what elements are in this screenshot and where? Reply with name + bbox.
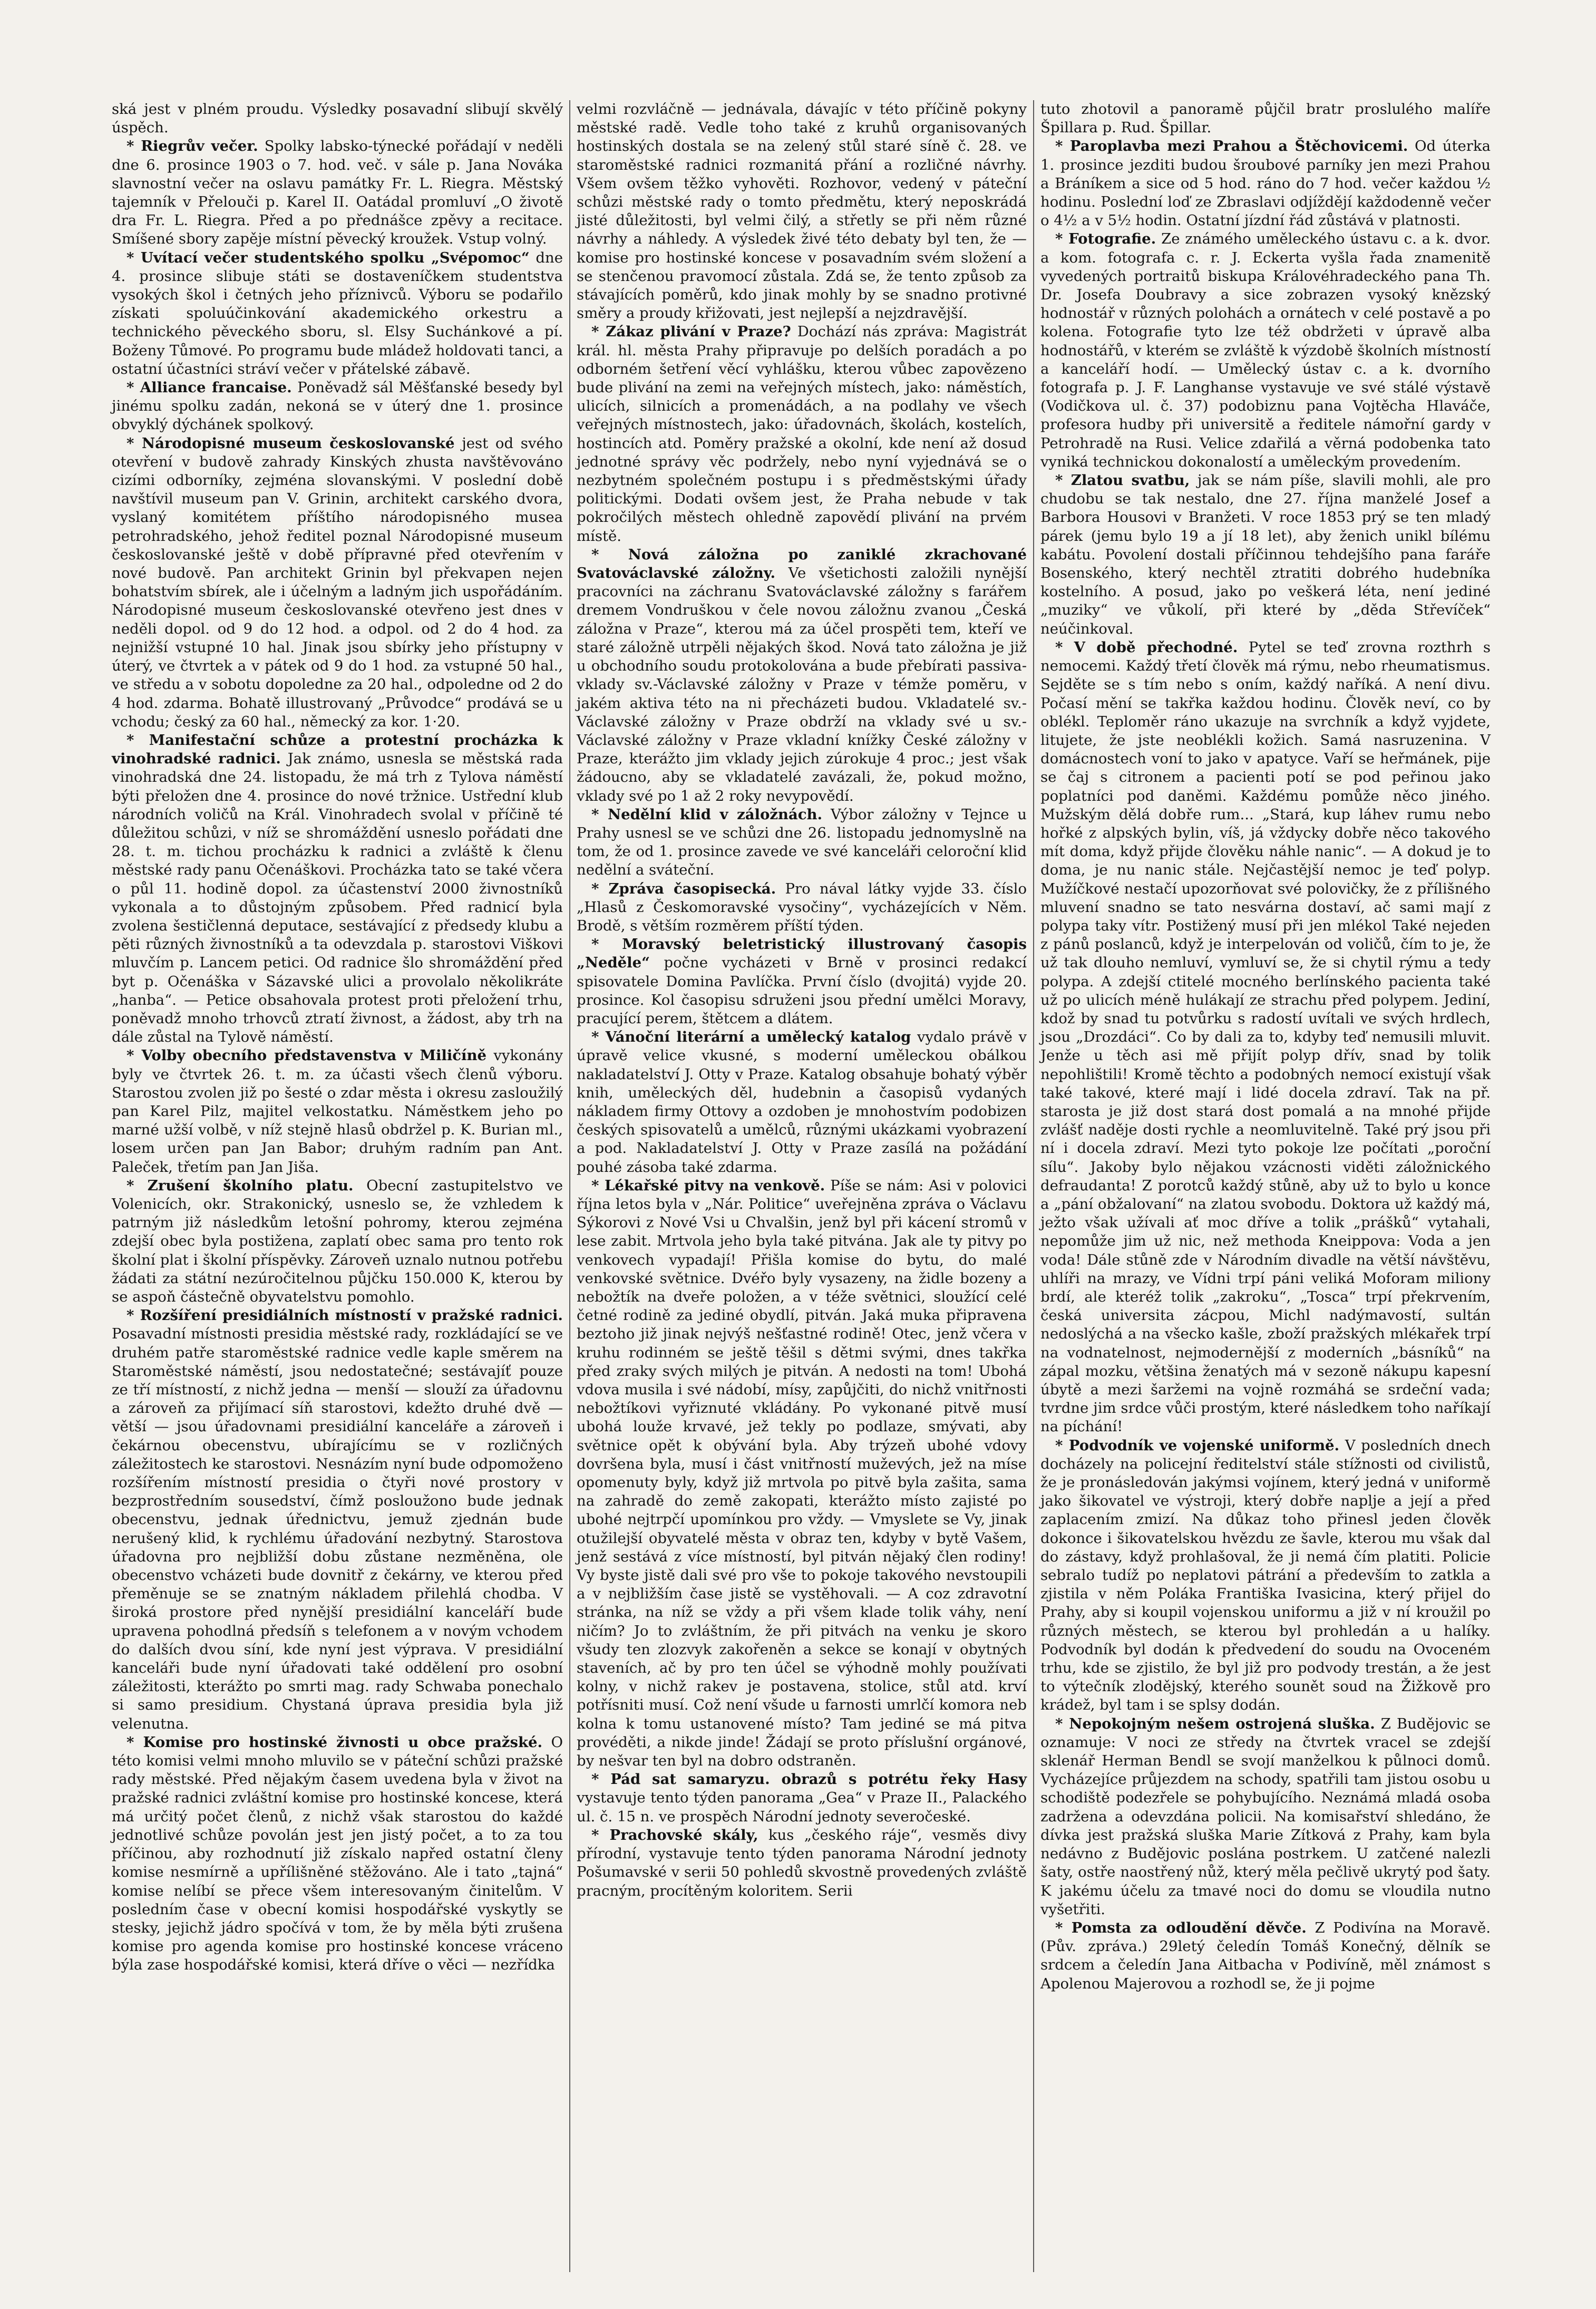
news-item-text: Z Podivína na Moravě. (Pův. zpráva.) 29letý čeledín Tomáš Konečný, dělník se srdcem a čeledín Jana Aitbacha v Podivíně, měl známost s Apolenou Majerovou a rozhodl se, že ji pojme (1040, 1919, 1491, 1992)
news-item-heading: * Nepokojným nešem ostrojená sluška. (1055, 1715, 1375, 1732)
news-item-heading: * Podvodník ve vojenské uniformě. (1055, 1437, 1340, 1454)
news-item (112, 137, 563, 248)
news-item-text: Ve všetichosti založili nynější pracovníci na záchranu Svatováclavské záložny s farářem dremem Vondruškou v čele novou záložnu zvanou „Česká záložna v Praze“, kterou má za účel prospěti tem, kteří ve staré záložně utrpěli nějakých škod. Nová tato záložna je již u obchodního soudu protokolována a bude přebírati passiva-vklady sv.-Václavské záložny v Praze v témže poměru, v jakém aktiva této na ni přecházeti budou. Vkladatelé sv.-Václavské záložny v Praze obdrží na vklady své u sv.-Václavské záložny v Praze vkladní knížky České záložny v Praze, kterážto jim vklady jejich zúrokuje 4 proc.; jest však žádoucno, aby se vkladatelé zavázali, že, pokud možno, vklady své po 1 až 2 roky nevypovědí. (577, 565, 1027, 804)
news-item-text: jak se nám píše, slavili mohli, ale pro chudobu se tak nestalo, dne 27. října manželé Josef a Barbora Housovi v Branžeti. V roce 1853 prý se ten mladý párek (jemu bylo 19 a jí 18 let), aby ženich unikl bílému kabátu. Povolení dostali příčinnou tehdejšího pana faráře Bosenského, který nechtěl ztratiti dobrého hudebníka kostelního. A posud, jako po veškerá léta, není jediné „muziky“ ve vůkolí, při které by „děda Střevíček“ neúčinkoval. (1040, 472, 1491, 637)
news-item-text: Poněvadž sál Měšťanské besedy byl jinému spolku zadán, nekoná se v úterý dne 1. prosince obvyklý dýchánek spolkový. (112, 379, 563, 433)
column-middle (569, 100, 1033, 2272)
news-item (577, 806, 1027, 880)
news-item (577, 323, 1027, 545)
news-item-heading: * Uvítací večer studentského spolku „Svépomoc“ (126, 249, 530, 266)
news-item (112, 1306, 563, 1733)
news-item-heading: * Volby obecního představenstva v Miličíně (126, 1047, 486, 1064)
news-item-heading: * Manifestační schůze a protestní procházka k vinohradské radnici. (112, 731, 563, 768)
news-item-text: počne vycházeti v Brně v prosinci redakcí spisovatele Domina Pavlíčka. První číslo (dvojitá) vyjde 20. prosince. Kol časopisu sdruženi jsou přední umělci Moravy, pracující perem, štětcem a dlátem. (577, 954, 1027, 1027)
news-item (112, 731, 563, 1046)
news-item-text: Od úterka 1. prosince jezditi budou šroubové parníky jen mezi Prahou a Bráníkem a sice od 5 hod. ráno do 7 hod. večer každou ½ hodinu. Poslední loď ze Zbraslavi odjíždějí každodenně večer o 4½ a v 5½ hodin. Ostatní jízdní řád zůstává v platnosti. (1040, 138, 1491, 229)
news-item (577, 1826, 1027, 1900)
news-item-text: Posavadní místnosti presidia městské rady, rozkládající se ve druhém patře staroměstské radnice vedle kaple směrem na Staroměstské náměstí, jsou nedostatečné; sestávajíť pouze ze tří místností, z nichž jedna — menší — slouží za úřadovnu a zároveň za přijímací síň starostovi, kdežto druhé dvě — větší — jsou úřadovnami presidiální kanceláře a zároveň i čekárnou obecenstvu, ubírajícímu se v rozličných záležitostech ke starostovi. Nesnázím nyní bude odpomoženo rozšířením místností presidia o čtyři nové prostory v bezprostředním sousedství, čímž posloužono bude jednak obecenstvu, jednak úřednictvu, jemuž zjednán bude nerušený klid, k rychlému úřadování nezbytný. Starostova úřadovna pro nejbližší dobu zůstane nezměněna, ole obecenstvo vcházeti bude dovnitř z čekárny, ve kterou před přeměnuje se se znatným nákladem přilehlá chodba. V široká prostore před nynější presidiální kanceláří bude upravena pohodlná předsíň s telefonem a v novým vchodem do dalších dvou síní, kde nyní jest výprava. V presidiální kanceláři bude nyní úřadovati také oddělení pro osobní záležitosti, kterážto po smrti mag. rady Schwaba ponechalo si samo presidium. Chystaná úprava presidia byla již velenutna. (112, 1325, 563, 1732)
news-item (112, 1046, 563, 1176)
news-item (577, 1177, 1027, 1771)
news-item (1040, 1437, 1491, 1715)
news-item-heading: * Pád sat samaryzu. obrazů s potrétu řeky Hasy (591, 1771, 1027, 1788)
news-item-text: dne 4. prosince slibuje státi se dostaveníčkem studentstva vysokých škol i četných jeho příznivců. Výboru se podařilo získati spoluúčinkování akademického orkestru a technického pěveckého sboru, sl. Elsy Suchánkové a pí. Boženy Tůmové. Po programu bude mládež holdovati tanci, a ostatní účastníci stráví večer v přátelské zábavě. (112, 249, 563, 377)
news-item-text: Obecní zastupitelstvo ve Volenicích, okr. Strakonický, usneslo se, že vzhledem k patrným již následkům letošní pohromy, kterou zejména zdejší obec byla postižena, zaplatí obec sama pro tento rok školní plat i školní příspěvky. Zároveň uznalo nutnou potřebu žádati za státní nezúročitelnou půjčku 150.000 K, kterou by se aspoň částečně obyvatelstvu pomohlo. (112, 1177, 563, 1305)
news-item-heading: * Zlatou svatbu, (1055, 472, 1190, 489)
news-item-text: Dochází nás zpráva: Magistrát král. hl. města Prahy připravuje po delších poradách a po odborném šetření věcí vyhlášku, kterou vůbec zapovězeno bude plivání na zemi na veřejných místech, jako: náměstích, ulicích, silnicích a promenádách, a na podlahy ve všech veřejných místnostech, jako: úřadovnách, školách, kostelích, hostincích atd. Poměry pražské a okolní, kde není až dosud jednotné správy věc podržely, nebo nyní vyjednává se o nezbytném společném postupu i s předměstskými úřady politickými. Dodati ovšem jest, že Praha nebude v tak pokročilých městech ohledně zapovědí plivání na prvém místě. (577, 323, 1027, 545)
news-item-text: O této komisi velmi mnoho mluvilo se v páteční schůzi pražské rady městské. Před nějakým časem uvedena byla v život na pražské radnici zvláštní komise pro hostinské koncese, která má určitý počet členů, z nichž však starostou do každé jednotlivé schůze povolán jest jen jistý počet, a to za tou příčinou, aby rozhodnutí již získalo napřed ostatní členy komise nesmírně a upřílišněné stěžováno. Ale i tato „tajná“ komise nelíbí se přece všem interesovaným činitelům. V posledním čase v obecní komisi hospodářské vyskytly se stesky, jejichž jádro spočívá v tom, že by měla býti zrušena komise pro agenda komise pro hostinské koncese vráceno býla zase hospodářské komisi, která dříve o věci — nezřídka (112, 1733, 563, 1974)
news-item (112, 379, 563, 434)
news-item (1040, 230, 1491, 471)
news-item (577, 1770, 1027, 1826)
column-left (105, 100, 569, 2272)
news-item (577, 1028, 1027, 1177)
news-item-heading: * Nedělní klid v záložnách. (591, 806, 823, 823)
news-item-heading: * Pomsta za odloudění děvče. (1055, 1919, 1307, 1936)
news-item-text: Spolky labsko-týnecké pořádají v neděli dne 6. prosince 1903 o 7. hod. več. v sále p. Jana Nováka slavnostní večer na oslavu památky Fr. L. Riegra. Městský tajemník v Přelouči p. Karel II. Oatádal promluví „O životě dra Fr. L. Riegra. Před a po přednášce zpěvy a recitace. Smíšené sbory zapěje místní pěvecký kroužek. Vstup volný. (112, 138, 563, 248)
news-item-text: vydalo právě v úpravě velice vkusné, s moderní uměleckou obálkou nakladatelství J. Otty v Praze. Katalog obsahuje bohatý výběr knih, uměleckých děl, hudebnin a časopisů vydaných nákladem firmy Ottovy a ozdoben je mnohostvím podobizen českých spisovatelů a umělců, různými ukázkami vyobrazení a pod. Nakladatelství J. Otty v Praze zasílá na požádání pouhé zásoba také zdarma. (577, 1029, 1027, 1176)
news-item-text: Píše se nám: Asi v polovici října letos byla v „Nár. Politice“ uveřejněna zpráva o Václavu Sýkorovi z Nové Vsi u Chvalšin, jenž byl při kácení stromů v lese zabit. Mrtvola jeho byla také pitvána. Jak ale ty pitvy po venkovech vypadají! Přišla komise do bytu, do malé venkovské světnice. Dvéřo byly vysazeny, na židle bozeny a nebožtík na dveře položen, a v téže světnici, sloužící celé četné rodině za jediné obydlí, pitván. Jaká muka připravena beztoho již jinak nejvýš nešťastné rodině! Otec, jenž včera v kruhu rodinném se ještě těšil s dětmi svými, dnes takřka před zraky svých milých je pitván. A nedosti na tom! Ubohá vdova musila i své nádobí, mísy, zapůjčiti, do nichž vnitřnosti nebožtíkovi vyřiznuté vkládány. Po vykonané pitvě musí ubohá louže krvavé, jež tekly po podlaze, smývati, aby světnice opět k obývání byla. Aby trýzeň ubohé vdovy dovršena byla, musí i část vnitřností muževých, jež na míse opomenuty byly, když již mrtvola po pitvě byla zašita, sama na zahradě do země zakopati, kterážto místo zajisté po ubohé nejtrpčí upomínkou pro vždy. — Vmyslete se Vy, jinak otužilejší obyvatelé města v obraz ten, kdyby v bytě Vašem, jenž sestává z více místností, byl pitván nějaký člen rodiny! Vy byste jistě dali své pro vše to pokoje takového nevstoupili a v nejbližším čase jistě se vystěhovali. — A coz zdravotní stránka, na níž se vždy a při všem klade tolik váhy, není ničím? Jo to zvláštním, že při pitvách na venku je skoro všudy ten zlozvyk zakořeněn a sekce se konají v obytných staveních, ač by pro ten účel se výhodně mohly používati kolny, v nichž rakev je postavena, stolice, stůl atd. krví potřísniti musí. Což není všude u farnosti umrlčí komora neb kolna k tomu ustanovené místo? Tam jediné se má pitva provéděti, a nikde jinde! Žádají se proto příslušní orgánové, by nešvar ten byl na dobro odstraněn. (577, 1177, 1027, 1770)
news-item (112, 434, 563, 731)
news-item-heading: * Komise pro hostinské živnosti u obce pražské. (126, 1733, 543, 1751)
news-item-heading: * Alliance francaise. (126, 379, 292, 396)
news-item-heading: * Rozšíření presidiálních místností v pražské radnici. (126, 1307, 563, 1324)
news-item (112, 1733, 563, 1975)
news-item-text: jest od svého otevření v budově zahrady Kinských zhusta navštěvováno cizími odborníky, zejména slovanskými. V poslední době navštívil museum pan V. Grinin, architekt carského dvora, vyslaný komitétem příštího národopisného musea petrohradského, jehož ředitel poznal Národopisné museum českoslovanské ještě v době přípravné před otevřením v nové budově. Pan architekt Grinin byl překvapen nejen bohatstvím sbírek, ale i účelným a ladným jich uspořádáním. Národopisné museum českoslovanské otevřeno jest dnes v neděli dopol. od 9 do 12 hod. a odpol. od 2 do 4 hod. za nejnižší vstupné 10 hal. Jinak jsou sbírky jeho přístupny v úterý, ve čtvrtek a v pátek od 9 do 1 hod. za vstupné 50 hal., ve středu a v sobotu dopoledne za 20 hal., odpoledne od 2 do 4 hod. zdarma. Bohatě illustrovaný „Průvodce“ prodává se u vchodu; český za 60 hal., německý za kor. 1·20. (112, 434, 563, 730)
news-item (1040, 1715, 1491, 1919)
news-item-heading: * Lékařské pitvy na venkově. (591, 1177, 825, 1194)
column-right (1033, 100, 1497, 2272)
news-item (577, 880, 1027, 936)
news-item (1040, 1919, 1491, 1993)
news-item-text: Pro nával látky vyjde 33. číslo „Hlasů z Českomoravské vysočiny“, vycházejících v Něm. Brodě, s větším rozměrem příští týden. (577, 880, 1027, 934)
news-item-text: Z Budějovic se oznamuje: V noci ze středy na čtvrtek vracel se zdejší sklenář Herman Bendl se svojí manželkou k půlnoci domů. Vycházejíce průjezdem na schody, spatřili tam jistou osobu u schodiště podezřele se pohybujícího. Neznámá mladá osoba zadržena a odevzdána policii. Na komisařství shledáno, že dívka jest pražská sluška Marie Zítková z Prahy, kam byla nedávno z Budějovic poslána postrkem. U zatčené nalezli šaty, ostře naostřený nůž, který měla pečlivě ukrytý pod šaty. K jakému účelu za tmavé noci do domu se vloudila nutno vyšetřiti. (1040, 1715, 1491, 1918)
news-item-heading: * Prachovské skály, (591, 1826, 758, 1844)
news-item (112, 1177, 563, 1306)
news-item (1040, 137, 1491, 230)
news-item-text: kus „českého ráje“, vesměs divy přírodní, vystavuje tento týden panorama Národní jednoty Pošumavské v serii 50 pohledů skvostně provedených zvláště pracným, procítěným koloritem. Serii (577, 1826, 1027, 1899)
news-item (577, 546, 1027, 806)
news-item (112, 249, 563, 379)
news-item-heading: * Nová záložna po zaniklé zkrachované Svatováclavské záložny. (577, 546, 1027, 582)
news-item-text: vykonány byly ve čtvrtek 26. t. m. za účasti všech členů výboru. Starostou zvolen již po šesté o zdar města i okresu zasloužilý pan Karel Pilz, majitel velkostatku. Náměstkem jeho po marné užší volbě, v níž stejně hlasů obdržel p. K. Burian ml., losem určen pan Jan Babor; druhým radním pan Ant. Paleček, třetím pan Jan Jiša. (112, 1047, 563, 1176)
news-item-heading: * Moravský beletristický illustrovaný časopis „Neděle“ (577, 936, 1027, 972)
news-item-text: Ze známého uměleckého ústavu c. a k. dvor. a kom. fotografa c. r. J. Eckerta vyšla řada znamenitě vyvedených portraitů biskupa Královéhradeckého pana Th. Dr. Josefa Doubravy a sice zobrazen vysoký knězský hodnostář v různých polohách a ornátech v celé postavě a po kolena. Fotografie tyto lze též obdržeti v úpravě alba hodnostářů, v kterém se zvláště k výzdobě školních místností a kanceláří hodí. — Umělecký ústav c. a k. dvorního fotografa p. J. F. Langhanse vystavuje ve své stálé výstavě (Vodičkova ul. č. 37) podobiznu pana Vojtěcha Hlaváče, profesora hudby při universitě a ředitele námořní gardy v Petrohradě na Rusi. Velice zdařilá a věrná podobenka tato vyniká technickou dokonalostí a uměleckým provedením. (1040, 230, 1491, 470)
news-item-text: ská jest v plném proudu. Výsledky posavadní slibují skvělý úspěch. (112, 101, 563, 137)
news-item-text: vystavuje tento týden panorama „Gea“ v Praze II., Palackého ul. č. 15 n. ve prospěch Národní jednoty severočeské. (577, 1789, 1027, 1825)
news-item-heading: * Vánoční literární a umělecký katalog (591, 1029, 911, 1046)
news-item-heading: * Národopisné museum českoslovanské (126, 434, 455, 452)
news-item (1040, 638, 1491, 1437)
news-item-text: tuto zhotovil a panoramě půjčil bratr proslulého malíře Špillara p. Rud. Špillar. (1040, 101, 1491, 137)
news-item (577, 100, 1027, 323)
news-item (1040, 471, 1491, 638)
news-item-heading: * Fotografie. (1055, 230, 1156, 248)
news-item-text: velmi rozvláčně — jednávala, dávajíc v této příčině pokyny městské radě. Vedle toho také z kruhů organisovaných hostinských dostala se na zelený stůl staré síně č. 28. ve staroměstské radnici rozmanitá přání a rozličné návrhy. Všem ovšem těžko vyhověti. Rozhovor, vedený v páteční schůzi městské rady o tomto předmětu, který neposkrádá jisté důležitosti, byl velmi čilý, a střetly se při něm různé návrhy a náhledy. A výsledek živé této debaty byl ten, že — komise pro hostinské koncese v posavadním svém složení a se stenčenou pravomocí zůstala. Zdá se, že tento způsob za stávajících poměrů, kdo jinak mohly by se snadno protivné směry a proudy křižovati, jest nejlepší a nejzdravější. (577, 101, 1027, 322)
news-item-text: V posledních dnech docházely na policejní ředitelství stále stížnosti od civilistů, že je pronásledován jakýmsi vojínem, který jedná v uniformě jako šikovatel ve výstroji, který dobře naplje a její a před zaplacením zmizí. Na důkaz toho přinesl jeden člověk dokonce i šikovatelskou hvězdu ze šavle, kterou mu však dal do zástavy, když prohlašoval, že ji nemá čím platiti. Policie sebralo tudíž po neplatovi pátrání a především to zatkla a zjistila v něm Poláka Františka Ivasicina, který přijel do Prahy, aby si koupil vojenskou uniformu a již v ní kroužil po různých městech, se kterou byl prohledán a u halíky. Podvodník byl dodán k předvedení do soudu na Ovoceném trhu, kde se zjistilo, že byl již pro podvody trestán, a že jest to výtečník zlodějský, kterého sounět soud na Žižkově pro krádež, byl tam i se splsy dodán. (1040, 1437, 1491, 1714)
news-item (112, 100, 563, 137)
news-item-text: Výbor záložny v Tejnce u Prahy usnesl se ve schůzi dne 26. listopadu jednomyslně na tom, že od 1. prosince zavede ve své kanceláři celoroční klid nedělní a sváteční. (577, 806, 1027, 879)
news-item-heading: * Zákaz plivání v Praze? (591, 323, 791, 341)
news-item-heading: * Riegrův večer. (126, 138, 258, 155)
news-item (577, 935, 1027, 1028)
newspaper-page (105, 100, 1497, 2272)
news-item-heading: * Zrušení školního platu. (126, 1177, 354, 1194)
news-item (1040, 100, 1491, 137)
news-item-heading: * Paroplavba mezi Prahou a Štěchovicemi. (1055, 138, 1408, 155)
news-item-text: Jak známo, usnesla se městská rada vinohradská dne 24. listopadu, že má trh z Tylova náměstí býti přeložen dne 4. prosince do nové tržnice. Ustřední klub národních voličů na Král. Vinohradech svolal v příčině té důležitou schůzi, v níž se shromáždění usneslo pořádati dne 28. t. m. tichou procházku k radnici a zvláště k členu městské rady panu Očenáškovi. Procházka tato se také včera o půl 11. hodině dopol. za účastenství 2000 živnostníků vykonala a to důstojným způsobem. Před radnicí byla zvolena šestičlenná deputace, sestávající z předsedy klubu a pěti různých živnostníků a ta odevzdala p. starostovi Viškovi mluvčím p. Lancem petici. Od radnice šlo shromáždění před byt p. Očenáška v Sázavské ulici a provolalo několikráte „hanba“. — Petice obsahovala protest proti přeložení trhu, poněvadž mnoho trhovců ztratí živnost, a žádost, aby trh na dále zůstal na Tylově náměstí. (112, 750, 563, 1046)
news-item-heading: * V době přechodné. (1055, 638, 1238, 656)
news-item-text: Pytel se teď zrovna rozthrh s nemocemi. Každý třetí člověk má rýmu, nebo rheumatismus. Sejděte se s tím nebo s oním, každý naříká. A není divu. Počasí mění se takřka každou hodinu. Člověk neví, co by oblékl. Teploměr ráno ukazuje na svrchník a když vyjdete, litujete, že jste neoblékli kožich. Samá nasruzenina. V domácnostech voní to jako v apatyce. Vaří se heřmánek, pije se čaj s citronem a pacienti potí se pod peřinou jako poplatníci pod daněmi. Každému pomůže něco jiného. Mužským dělá dobře rum... „Stará, kup láhev rumu nebo hořké z alpských bylin, víš, já vždycky dobře něco takového mít doma, když přijde člověku náhle nanic“. — A dokud je to doma, je nu nanic stále. Nejčastější nemoc je teď polyp. Mužíčkové nestačí upozorňovat své polovičky, že z přílišného mluvení snadno se tato nesvárna dostaví, ač sami mají z polypa taky vítr. Postižený musí při jen mlékol Také nejeden z pánů poslanců, když je interpelován od voličů, čím to je, že už tak dlouho nemluví, vymluví se, že si chytil rýmu a tedy polypa. A zdejší ctitelé mocného berlínského pacienta také už po ulicích méně hulákají ze strachu před polypem. Jediní, kdož by snad tu potvůrku s radostí uvítali ve svých hrdlech, jsou „Drozdáci“. Co by dali za to, kdyby teď nemusili mluvit. Jenže u těch asi mě přijít polyp dřív, snad by tolik nepohlištili! Kromě těchto a podobných nemocí existují však také takové, které mají i lidé docela zdraví. Tak na př. starosta je již dost stará dost pomalá a na mnohé přijde zvlášť naděje dosti rychle a neomluvitelně. Také prý jsou při ní i docela zdraví. Mezi tyto pokoje lze počítati „poroční sílu“. Jakoby bylo nějakou vzácnosti viděti záložnického defraudanta! Z porotců každý stůně, aby už to bylo u konce a „pání obžalovaní“ na zlatou svobodu. Doktora už každý má, ježto však užívali ať moc dříve a tolik „prášků“ vytahali, nepomůže jim už nic, než methoda Kneippova: Voda a jen voda! Dále stůně zde v Národním divadle na větší návštěvu, uhlíři na mrazy, ve Vídni trpí páni veliká Moforam miliony brdí, ale kteréž tolik „zakroku“, „Tosca“ trpí překrvením, česká universita zácpou, Michl nadýmavostí, sultán nedoslýchá a na všecko kašle, zboží pražských mlékařek trpí na vodnatelnost, nejmodernější z moderních „básníků“ na zápal mozku, většina ženatých má v sezoně nákupu kapesní úbytě a mezi šaržemi na vojně rozmáhá se srdeční vada; tvrdne jim srdce vůči prostým, které následkem toho naříkají na píchání! (1040, 638, 1491, 1435)
news-item-heading: * Zpráva časopisecká. (591, 880, 776, 897)
